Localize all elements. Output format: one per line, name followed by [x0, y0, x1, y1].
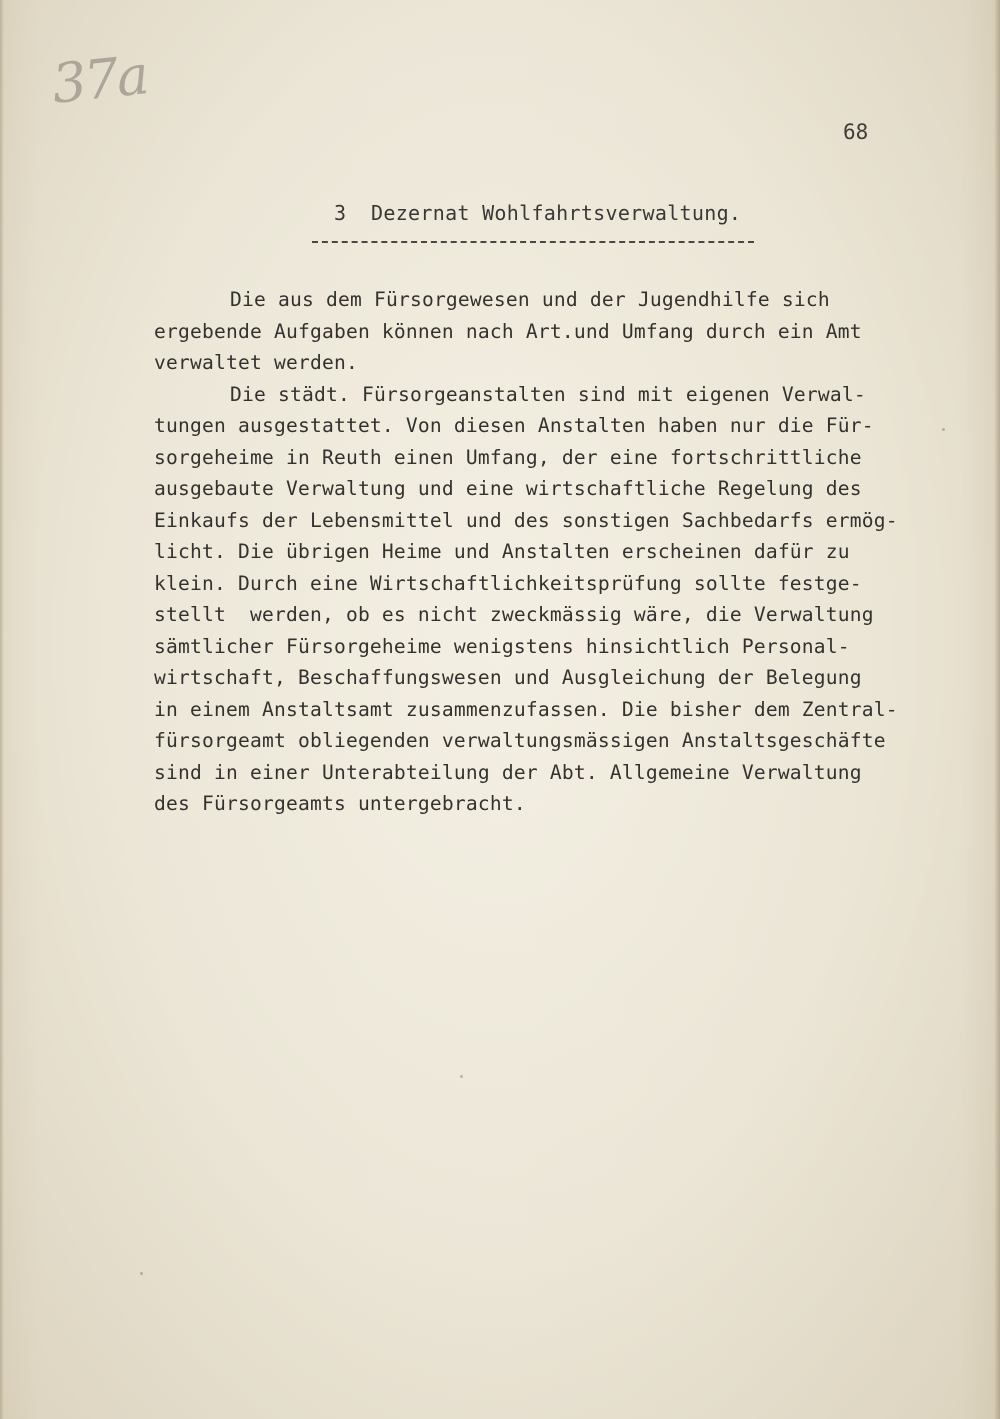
text-line: ergebende Aufgaben können nach Art.und Umfang durch ein Amt — [154, 319, 862, 343]
text-line: Die städt. Fürsorgeanstalten sind mit eigenen Verwal- — [230, 382, 866, 406]
text-line: Einkaufs der Lebensmittel und des sonstigen Sachbedarfs ermög- — [154, 508, 898, 532]
paper-left-edge — [0, 0, 4, 1419]
paper-right-edge — [994, 0, 1000, 1419]
section-heading: 3 Dezernat Wohlfahrtsverwaltung. — [334, 201, 742, 225]
text-line: ausgebaute Verwaltung und eine wirtschaftliche Regelung des — [154, 477, 862, 500]
text-line: sind in einer Unterabteilung der Abt. Allgemeine Verwaltung — [154, 760, 862, 784]
paper-speck — [942, 428, 945, 431]
text-line: des Fürsorgeamts untergebracht. — [154, 792, 526, 815]
text-line: klein. Durch eine Wirtschaftlichkeitsprüfung sollte festge- — [154, 571, 862, 595]
text-line: licht. Die übrigen Heime und Anstalten erscheinen dafür zu — [154, 540, 850, 563]
page-number: 68 — [843, 120, 869, 144]
text-line: fürsorgeamt obliegenden verwaltungsmässigen Anstaltsgeschäfte — [154, 729, 886, 752]
paper-speck — [460, 1075, 463, 1078]
text-line: stellt werden, ob es nicht zweckmässig wäre, die Verwaltung — [154, 603, 874, 626]
text-line: in einem Anstaltsamt zusammenzufassen. Die bisher dem Zentral- — [154, 697, 898, 721]
text-line: sämtlicher Fürsorgeheime wenigstens hinsichtlich Personal- — [154, 634, 850, 658]
paper-speck — [140, 1272, 143, 1275]
text-line: tungen ausgestattet. Von diesen Anstalten haben nur die Für- — [154, 414, 874, 437]
body-text — [154, 284, 954, 820]
text-line: wirtschaft, Beschaffungswesen und Ausgleichung der Belegung — [154, 666, 862, 689]
handwritten-archive-mark: 37a — [48, 43, 150, 116]
text-line: sorgeheime in Reuth einen Umfang, der eine fortschrittliche — [154, 445, 862, 469]
heading-underline — [312, 241, 754, 243]
text-line: Die aus dem Fürsorgewesen und der Jugendhilfe sich — [230, 288, 830, 311]
text-line: verwaltet werden. — [154, 351, 358, 374]
